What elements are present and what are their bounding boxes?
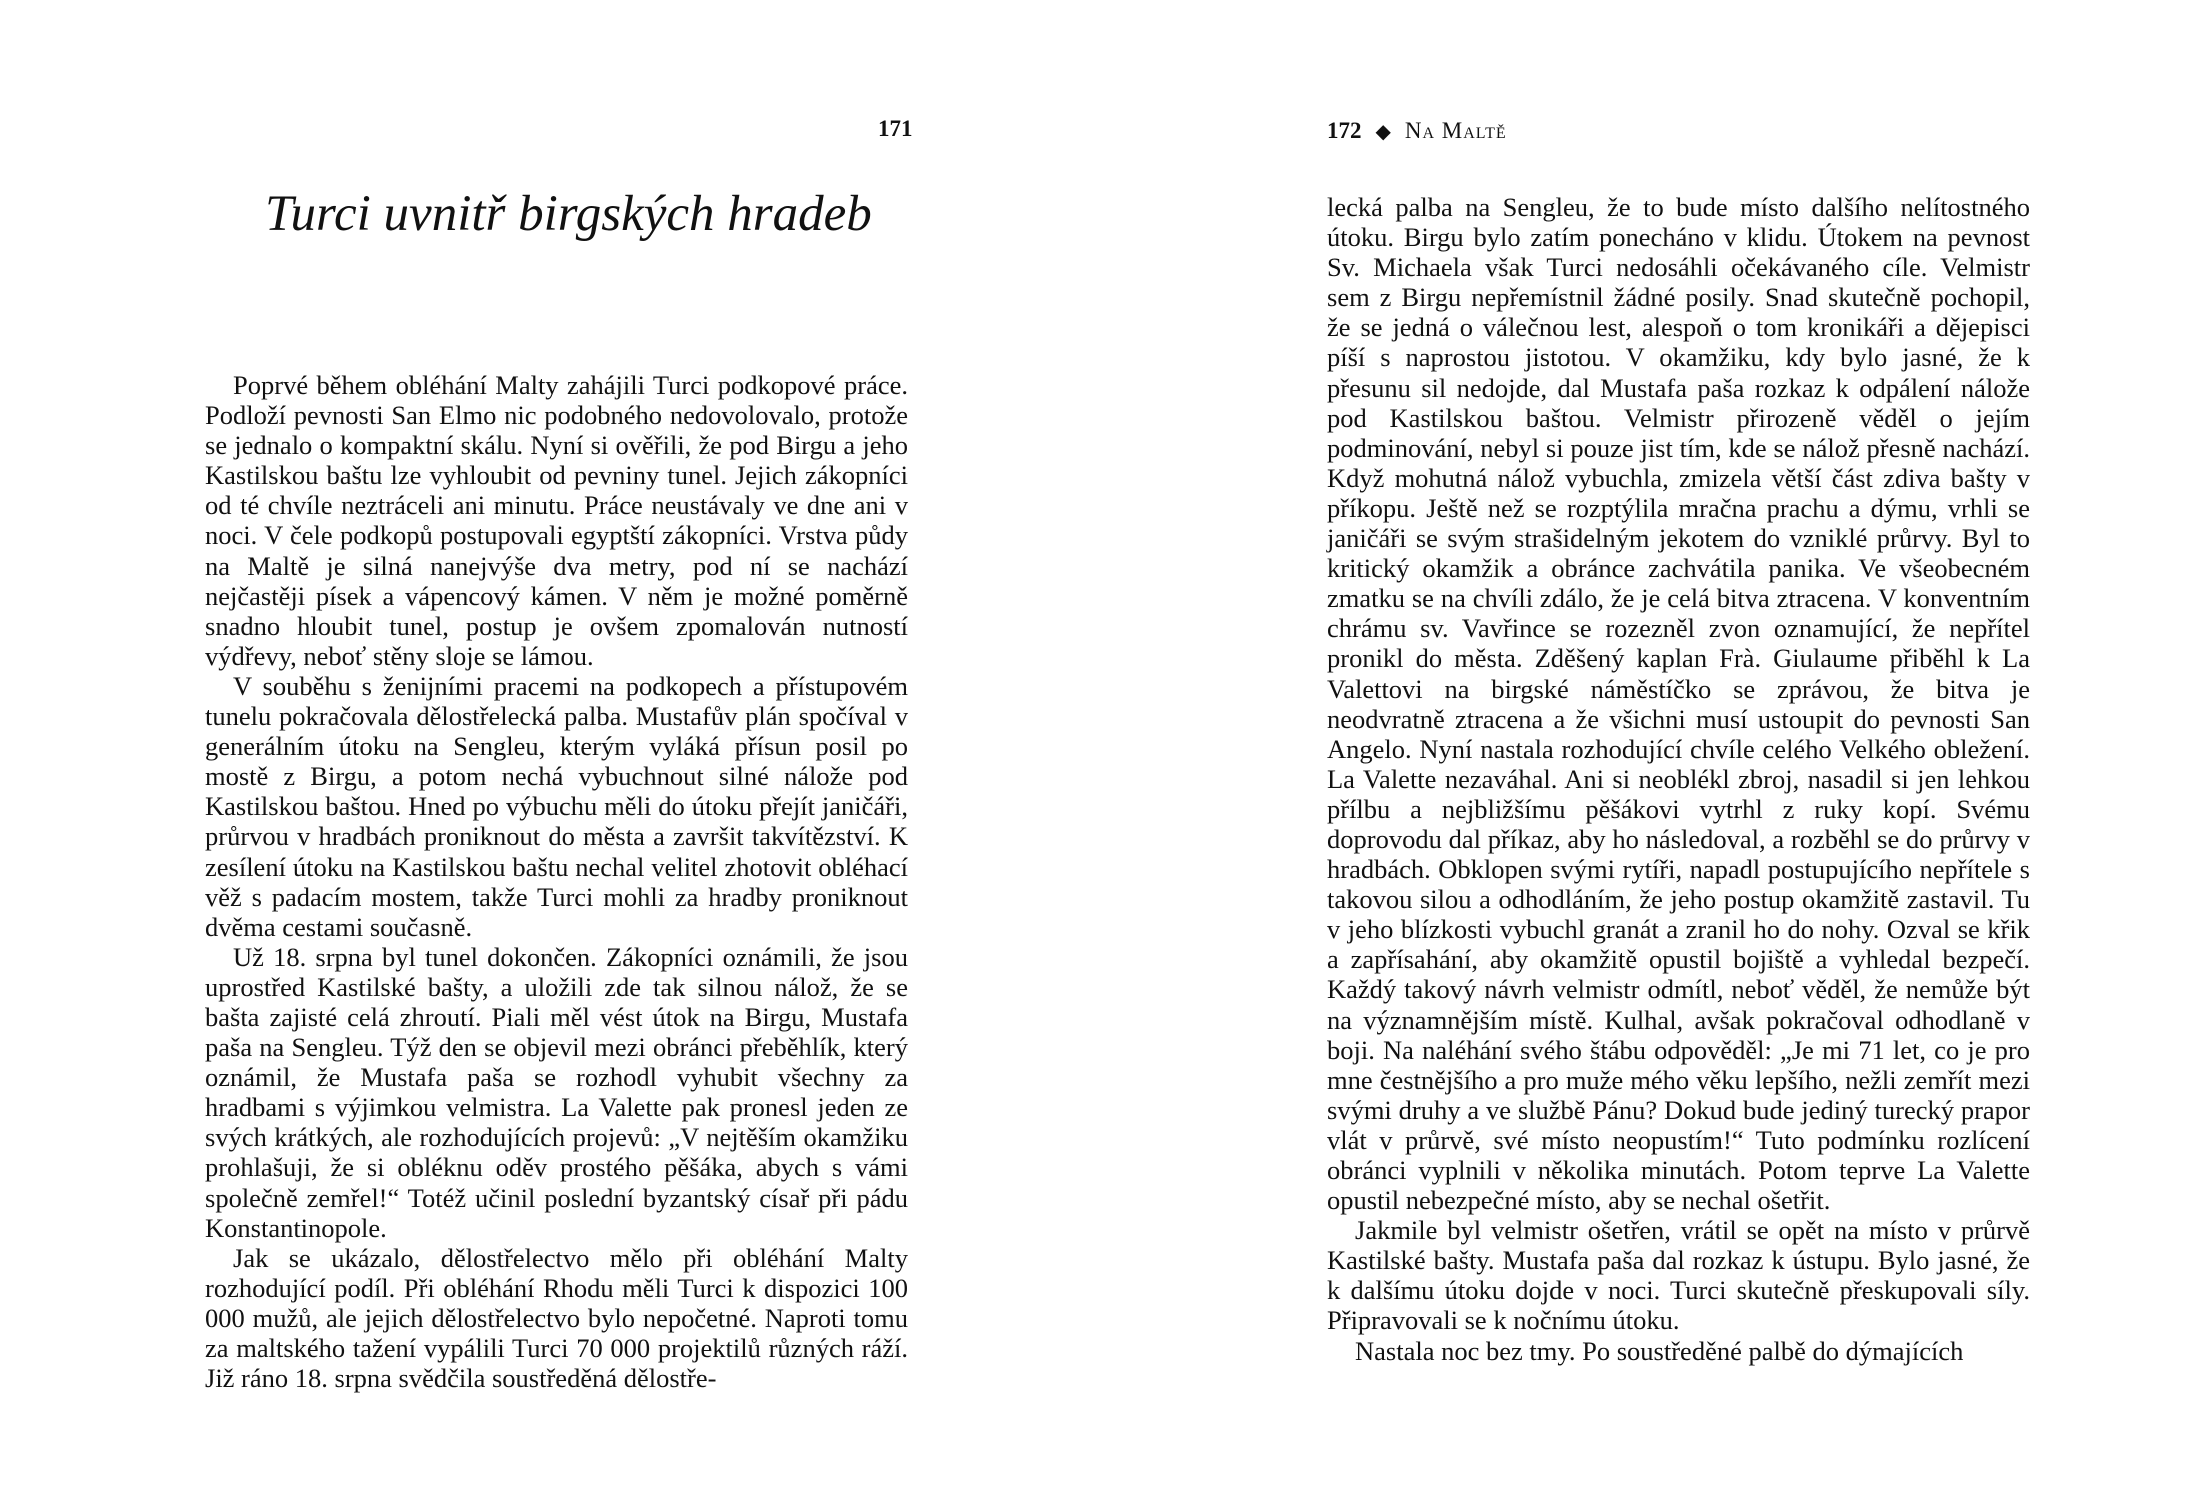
paragraph: Nastala noc bez tmy. Po soustředěné palbě do dýmajících	[1355, 1335, 1964, 1366]
page-number: 172	[1327, 118, 1362, 143]
paragraph: Poprvé během obléhání Malty zahájili Turci podkopové práce. Podloží pevnosti San Elmo nic podobného nedovolovalo, protože se jednalo o kompaktní skálu. Nyní si ověřili, že pod Birgu a jeho Kastilskou baštu lze vyhloubit od pevniny tunel. Jejich zákopníci od té chvíle neztráceli ani minutu. Práce neustávaly ve dne ani v noci. V čele podkopů postupovali egyptští zákopníci. Vrstva půdy na Maltě je silná nanejvýše dva metry, pod ní se nachází nejčastěji písek a vápencový kámen. V něm je možné poměrně snadno hloubit tunel, postup je ovšem zpomalován nutností výdřevy, neboť stěny sloje se lámou.	[205, 370, 908, 671]
paragraph: Už 18. srpna byl tunel dokončen. Zákopníci oznámili, že jsou uprostřed Kastilské bašty, a uložili zde tak silnou nálož, že se bašta zajisté celá zhroutí. Piali měl vést útok na Birgu, Mustafa paša na Sengleu. Týž den se objevil mezi obránci přeběhlík, který oznámil, že Mustafa paša se rozhodl vyhubit všechny za hradbami s výjimkou velmistra. La Valette pak pronesl jeden ze svých krátkých, ale rozhodujících projevů: „V nejtěším okamžiku prohlašuji, že si obléknu oděv prostého pěšáka, abych s vámi společně zemřel!“ Totéž učinil poslední byzantský císař při pádu Konstantinopole.	[205, 941, 908, 1243]
page-number: 171	[878, 116, 913, 141]
running-head-title: Na Maltě	[1404, 118, 1507, 143]
paragraph: lecká palba na Sengleu, že to bude místo dalšího nelítostného útoku. Birgu bylo zatím ponecháno v klidu. Útokem na pevnost Sv. Michaela však Turci nedosáhli očekávaného cíle. Velmistr sem z Birgu nepřemístnil žádné posily. Snad skutečně pochopil, že se jedná o válečnou lest, alespoň o tom kronikáři a dějepisci píší s naprostou jistotou. V okamžiku, kdy bylo jasné, že k přesunu sil nedojde, dal Mustafa paša rozkaz k odpálení nálože pod Kastilskou baštou. Velmistr přirozeně věděl o jejím podminování, nebyl si pouze jist tím, kde se nálož přesně nachází. Když mohutná nálož vybuchla, zmizela větší část zdiva bašty v příkopu. Ještě než se rozptýlila mračna prachu a dýmu, vrhli se janičáři se svým strašidelným jekotem do vzniklé průrvy. Byl to kritický okamžik a obránce zachvátila panika. Ve všeobecném zmatku se na chvíli zdálo, že je celá bitva ztracena. V konventním chrámu sv. Vavřince se rozezněl zvon oznamující, že nepřítel pronikl do města. Zděšený kaplan Frà. Giulaume přiběhl k La Valettovi na birgské náměstíčko se zprávou, že bitva je neodvratně ztracena a že všichni musí ustoupit do pevnosti San Angelo. Nyní nastala rozhodující chvíle celého Velkého obležení. La Valette nezaváhal. Ani si neoblékl zbroj, nasadil si jen lehkou přílbu a nejbližšímu pěšákovi vytrhl z ruky kopí. Svému doprovodu dal příkaz, aby ho následoval, a rozběhl se do průrvy v hradbách. Obklopen svými rytíři, napadl postupujícího nepřítele s takovou silou a odhodláním, že jeho postup okamžitě zastavil. Tu v jeho blízkosti vybuchl granát a zranil ho do nohy. Ozval se křik a zapřísahání, aby okamžitě opustil bojiště a vyhledal bezpečí. Každý takový návrh velmistr odmítl, neboť věděl, že nemůže být na významnějším místě. Kulhal, avšak pokračoval odhodlaně v boji. Na naléhání svého štábu odpověděl: „Je mi 71 let, co je pro mne čestnějšího a pro muže mého věku lepšího, nežli zemřít mezi svými druhy a ve službě Pánu? Dokud bude jediný turecký prapor vlát v průrvě, své místo neopustím!“ Tuto podmínku rozlícení obránci vyplnili v několika minutách. Potom teprve La Valette opustil nebezpečné místo, aby se nechal ošetřit.	[1327, 192, 2030, 1216]
paragraph: Jak se ukázalo, dělostřelectvo mělo při obléhání Malty rozhodující podíl. Při obléhání Rhodu měli Turci k dispozici 100 000 mužů, ale jejich dělostřelectvo bylo nepočetné. Naproti tomu za maltského tažení vypálili Turci 70 000 projektilů různých ráží. Již ráno 18. srpna svědčila soustředěná dělostře-	[205, 1242, 908, 1394]
paragraph: Jakmile byl velmistr ošetřen, vrátil se opět na místo v průrvě Kastilské bašty. Mustafa paša dal rozkaz k ústupu. Bylo jasné, že k dalšímu útoku dojde v noci. Turci skutečně přeskupovali síly. Připravovali se k nočnímu útoku.	[1327, 1215, 2030, 1336]
right-page	[1105, 0, 2210, 1500]
body-text	[1327, 192, 2030, 1366]
body-text	[205, 370, 908, 1393]
paragraph: V souběhu s ženijními pracemi na podkopech a přístupovém tunelu pokračovala dělostřelecká palba. Mustafův plán spočíval v generálním útoku na Sengleu, kterým vyláká přísun posil po mostě z Birgu, a potom nechá vybuchnout silné nálože pod Kastilskou baštou. Hned po výbuchu měli do útoku přejít janičáři, průrvou v hradbách proniknout do města a završit takvítězství. K zesílení útoku na Kastilskou baštu nechal velitel zhotovit obléhací věž s padacím mostem, takže Turci mohli za hradby proniknout dvěma cestami současně.	[205, 670, 908, 942]
chapter-title: Turci uvnitř birgských hradeb	[265, 186, 872, 242]
running-header	[1327, 118, 1507, 144]
diamond-icon: ◆	[1375, 120, 1391, 143]
